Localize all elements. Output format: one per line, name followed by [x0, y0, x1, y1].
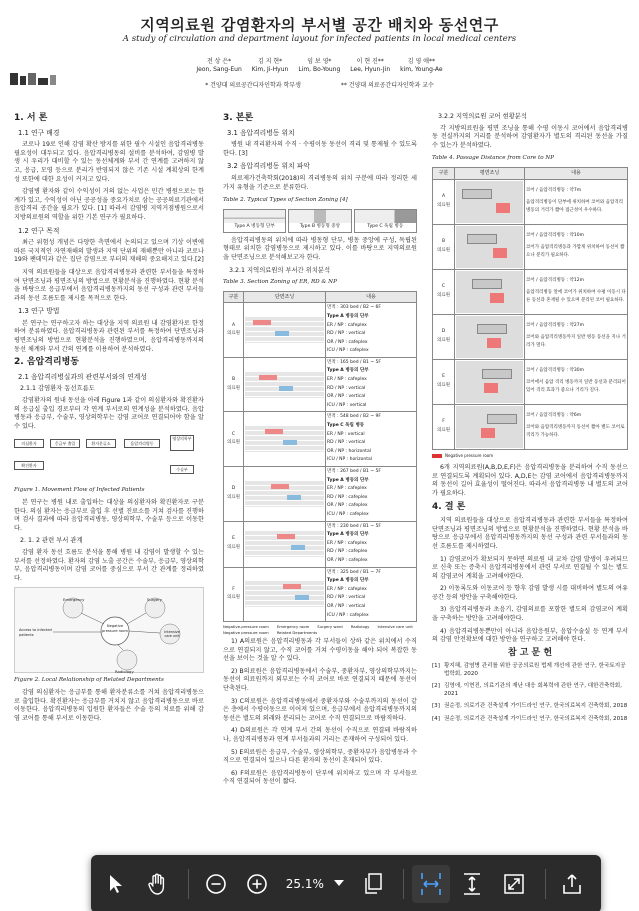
zoning-drawing — [245, 372, 324, 398]
toolbar-divider — [403, 869, 404, 899]
reference-item: [2] 김영애, 이현진, 의료기관의 재난 대응 회복력에 관한 연구, 대한건축학회, 2021 — [432, 683, 622, 697]
zoom-level[interactable]: 25.1% — [285, 877, 324, 891]
zoom-in-button[interactable] — [238, 865, 275, 903]
fit-page-button[interactable] — [454, 865, 491, 903]
paragraph: 4) 음압격리병동뿐만이 아니라 음압응원부, 음압수술실 등 연계 부서의 감염 안전확보에 대한 방안을 연구하고 고려해야 한다. — [432, 627, 628, 644]
column-3 — [432, 110, 628, 880]
zoning-drawing — [245, 481, 324, 507]
reference-item: [4] 권순정, 의료기관 건축설계 가이드라인 연구, 한국의료복지 건축학회, 2018 — [432, 715, 628, 722]
zoning-drawing — [245, 317, 324, 343]
paragraph: 음압격리병동의 위치에 따라 병동형 단부, 병동 중앙에 구성, 독립된 형태로 위치한 감염병동으로 제시하고 있다. 이를 바탕으로 지역의료원을 단면조닝으로 분석해보고자 한다. — [223, 236, 417, 261]
section-zoning-drawing — [244, 467, 326, 522]
table-row — [433, 404, 628, 449]
subsection-heading: 1.3 연구 방법 — [18, 307, 60, 316]
plan-zoning-drawing — [455, 359, 525, 404]
row-label: C 의료원 — [224, 412, 244, 467]
pointer-tool-button[interactable] — [97, 865, 134, 903]
section-zoning-drawing — [244, 357, 326, 412]
paragraph: 6개 지역의료원(A,B,D,E,F)은 음압격리병동을 분리하여 수직 동선으로 연결되도록 계획되어 있다. A,D,E는 감염 코어에서 음압격리병동까지의 동선이 길어 효율성이 떨어진다. 따라서 음압격리병동 내 별도의 코어가 필요하다. — [432, 464, 628, 497]
paragraph: 1) 감염코어가 확보되지 못하면 의료원 내 교차 감염 발생이 우려되므로 신축 또는 증축시 음압격리병동에서 관련 부서로 연결될 수 있는 별도의 감염코어 계획을 고려해야한다. — [432, 555, 628, 580]
subsubsection-heading: 2.1.1 감염환자 동선흐름도 — [20, 385, 95, 393]
paragraph: 2) B의료원은 음압격리병동에서 수술부, 중환자부, 영상의학부까지는 동선이 의료원까지 외부로는 수직 코어로 바로 연결되지 때문에 동선이 단축된다. — [223, 667, 417, 693]
fullscreen-button[interactable] — [495, 865, 532, 903]
diagram-label: Emergency — [63, 597, 85, 603]
subsection-heading: 2.1 음압격리병실과의 관련부서와의 연계성 — [18, 372, 147, 381]
table-row — [433, 224, 628, 269]
zoom-in-icon — [246, 873, 268, 895]
paragraph: 감염 의심환자는 응급부를 통해 환자분류소를 거쳐 음압격리병동으로 출입한다. 확진환자는 응급부를 거치지 않고 음압격리병동으로 바로 이동한다. 음압격리병동의 입원한 환자들은 수술 등의 치료를 위해 감염 코어를 통해 부서로 이동한다. — [14, 688, 204, 722]
section-heading: 4. 결 론 — [432, 501, 466, 512]
flow-box: 수술부 — [170, 465, 194, 474]
paragraph: 각 지방의료원을 평면 조닝을 통해 수평 이동시 코어에서 음압격리병동 전실까지의 거리를 분석하여 감염환자가 별도의 격리된 동선을 가질 수 있는가 분석하였다. — [432, 124, 628, 149]
paragraph: 본 연구는 병원 내로 출입하는 대상을 의심환자와 확진환자로 구분한다. 의심 환자는 응급부로 출입 후 선별 진료소를 거쳐 검사를 진행하며 검사 결과에 따라 음압격리병동, 영상의학부, 수술부 등으로 이동한다. — [14, 499, 204, 532]
diagram-label: Negative pressure room — [102, 624, 128, 633]
flow-box: 응급부 출입 — [50, 439, 80, 448]
table-caption: Table 3. Section Zoning of ER, RD & NP — [223, 279, 337, 286]
paragraph: 2) 이동록도와 이동코어 등 향후 감염 발생 시를 대비하여 별도의 여유공간 등의 방안을 구축해야한다. — [432, 585, 628, 601]
author: 전 상 은* Jeon, Sang-Eun — [196, 58, 242, 73]
row-content: 코어 / 음압격리병동 : 약7m 음압격리병동이 단부에 위치하여 코어와 음압격리병동의 거리가 짧아 접근성이 우수하다. — [525, 179, 628, 224]
floor-plan-drawing — [456, 361, 523, 403]
paragraph: 최근 위험성 개념은 다양한 측면에서 논의되고 있으며 기상 이변에 따른 국지적인 자연재해의 발생과 지역 단위의 재해뿐만 아니라 코로나 19와 팬데믹과 같은 집단 감염으로 부터의 재해의 중요해지고 있다.[2] — [14, 239, 204, 264]
subsection-heading: 3.2 음압격리병동 위치 파악 — [227, 162, 310, 171]
table-row — [433, 179, 628, 224]
figure-caption: Figure 1. Movement Flow of Infected Patients — [14, 487, 145, 494]
row-content: 면적 : 165 bed / B1 ~ 5F Type A 병동의 단부 ER / NP : cafeplex RD / NP : vertical OR / NP : vertical ICU / NP : vertical — [326, 357, 417, 412]
section-heading: 1. 서 론 — [14, 113, 48, 123]
copy-icon — [363, 873, 383, 895]
diagram-label: Access to infected patients — [19, 628, 52, 637]
row-label: A 의료원 — [433, 179, 455, 224]
references-heading: 참 고 문 헌 — [507, 647, 553, 658]
fit-width-button[interactable] — [412, 865, 449, 903]
zoom-out-button[interactable] — [197, 865, 234, 903]
subsection-heading: 3.1 음압격리병동 위치 — [227, 128, 295, 137]
reference-item: [1] 황지혜, 감염병 관리를 위한 공공의료원 법제 개선에 관한 연구, 한국토지공법학회, 2020 — [432, 663, 626, 677]
zoning-drawing — [245, 426, 324, 452]
paragraph: 3) 음압격리병동과 초음기, 감염의료를 포함한 별도의 감염코어 계획을 구축하는 방안을 고려해야한다. — [432, 606, 628, 623]
row-content: 면적 : 267 bed / B1 ~ 5F Type A 병동의 단부 ER / NP : cafeplex RD / NP : cafeplex OR / NP : cafeplex ICU / NP : cafeplex — [326, 467, 417, 522]
paragraph: 지역 의료원들을 대상으로 음압격리병동과 관련한 부서들을 특정하여 단면조닝과 평면조닝의 방법으로 현황분석을 진행하였다. 현황 분석을 바탕으로 응급부에서 음압격리병동까지의 동선 구성과 관련 부서들과의 동선 흐름도를 제시를 목적으로 한다. — [14, 268, 204, 302]
row-label: D 의료원 — [433, 314, 455, 359]
row-content: 코어 / 음압격리병동 : 약27m 코어와 음압격리병동까지 일반 병동 동선을 지나 거리가 멀다. — [525, 314, 628, 359]
section-zoning-drawing — [244, 412, 326, 467]
diagram-label: Surgery — [147, 597, 162, 603]
row-content: 코어 / 음압격리병동 : 약10m 코어가 음압격리병동과 가깝게 위치하여 동선이 짧으나 분리가 필요하다. — [525, 224, 628, 269]
paragraph: 3) C의료원은 음압격리병동에서 중환자부와 수술부까지의 동선이 같은 층에서 수평이동으로 이어져 있으며, 응급부에서 음압격리병동까지의 동선은 별도의 외래와 분리되는 코어로 수직 연결되므로 바람직하다. — [223, 697, 417, 722]
author: 김 지 현* Kim, Ji-Hyun — [251, 58, 289, 73]
pdf-viewer-toolbar — [91, 855, 601, 911]
row-label: C 의료원 — [433, 269, 455, 314]
author: 이 현 진** Lee, Hyun-Jin — [350, 58, 391, 73]
chevron-down-icon — [334, 880, 344, 887]
fullscreen-icon — [504, 874, 524, 894]
fit-width-icon — [420, 872, 442, 896]
paragraph: 본 연구는 연구하고자 하는 대상을 지역 의료원 내 감염환자로 한정하여 분류하였다. 음압격리병동과 관련된 부서를 특정하여 단면조닝과 평면조닝의 방법으로 현황분석을 진행하였으며, 음압격리병동까지의 동선 체계와 부서 간의 연계를 이용하여 분석하였다. — [14, 319, 204, 353]
plan-zoning-drawing — [455, 314, 525, 359]
table-row — [224, 567, 417, 622]
section-zoning-drawing — [244, 521, 326, 567]
row-label: A 의료원 — [224, 303, 244, 358]
row-content: 코어 / 음압격리병동 : 약6m 코어와 음압격리병동까지 동선이 짧아 별도 코어로 격리가 가능하다. — [525, 404, 628, 449]
author: 임 보 영* Lim, Bo-Young — [298, 58, 341, 73]
flow-box: 음압격리병동 — [124, 439, 160, 448]
table-caption: Table 2. Typical Types of Section Zoning [4] — [223, 197, 348, 204]
hand-icon — [147, 873, 167, 895]
row-content: 면적 : 303 bed / B2 ~ 6F Type A 병동의 단부 ER / NP : cafeplex RD / NP : vertical OR / NP : cafeplex ICU / NP : cafeplex — [326, 303, 417, 358]
row-label: E 의료원 — [433, 359, 455, 404]
table-row — [224, 303, 417, 358]
paragraph: 지역 의료원들을 대상으로 음압격리병동과 관련한 부서들을 특정하여 단면조닝과 평면조닝의 방법으로 현황분석을 진행하였다. 현황 분석을 바탕으로 응급부에서 음압격리병동까지의 동선 구성과 관련 부서들과의 동선 흐름도를 제시하였다. — [432, 517, 628, 550]
copy-button[interactable] — [354, 865, 391, 903]
row-content: 면적 : 325 bed / B1 ~ 7F Type A 병동의 단부 ER / NP : cafeplex RD / NP : vertical OR / NP : vertical ICU / NP : cafeplex — [326, 567, 417, 622]
flow-box: 영상의학부 — [170, 435, 194, 451]
zoning-drawing — [245, 531, 324, 557]
affiliation: * 건양대 의료공간디자인학과 학부생 — [205, 82, 301, 89]
section-zoning-drawing — [244, 567, 326, 622]
table-legend: Negative-pressure room Emergency room Surgery ward Radiology Intensive care unit Negative pressure room Related Departments — [223, 624, 413, 636]
reference-list — [432, 663, 628, 723]
flow-box: 환자분류소 — [86, 439, 116, 448]
diagram-label: Radiology — [115, 669, 134, 675]
passage-distance-table: 구분 평면조닝 내용 A 의료원 코어 / 음압격리병동 : 약7m 음압격리병동이 단부에 위치하여 코어와 음압격리병동의 거리가 짧아 접근성이 우수하다. B 의료원 코어 / 음압격리병동 : 약10m 코어가 음압격리병동과 가깝게 위치하여 동선이 짧으나 분리가 필요하다. C 의료원 코어 / 음압격리병동 : 약12m 음압격리병동 앞에 코어가 위치하여 수평 이동시 다른 동선과 혼재될 수 있으며 분리된 코어 필요하다. D 의료원 코어 / 음압격리병동 : 약27m 코어와 음압격리병동까지 일반 병동 동선을 지나 거리가 멀다. E 의료원 코어 / 음압격리병동 : 약30m 코어에서 음압 격리 병동까지 일반 동선과 분리되어 있어 격리 효과가 좋으나 거리가 길다. F 의료원 코어 / 음압격리병동 : 약6m 코어와 음압격리병동까지 동선이 짧아 별도 코어로 격리가 가능하다. — [432, 167, 628, 450]
row-content: 코어 / 음압격리병동 : 약12m 음압격리병동 앞에 코어가 위치하여 수평 이동시 다른 동선과 혼재될 수 있으며 분리된 코어 필요하다. — [525, 269, 628, 314]
floor-plan-drawing — [456, 406, 523, 448]
paragraph: 코로나 19로 인해 감염 확산 방지를 위한 필수 시설인 음압격리병동 필요성이 대두되고 있다. 음압격리병동의 설비를 분석하여, 감염병 발생 시 우리가 대비할 수 있는 동선체계와 부서 간 연계를 고려하지 않고, 응급, 모영 등으로 분리가 반영되지 않은 기존 시설 계획상의 한계성 또한에 대한 요성이 커지고 있다. — [14, 141, 204, 183]
row-label: D 의료원 — [224, 467, 244, 522]
table-row — [224, 467, 417, 522]
column-2 — [223, 110, 417, 880]
table-legend: Negative pressure room — [432, 452, 628, 461]
diagram-label: Intensive care unit — [164, 630, 180, 639]
paragraph: 1) A의료원은 음압격리병동과 각 부서들이 상하 같은 위치에서 수직으로 연결되지 않고, 수직 코어를 거쳐 수평이동을 해야 되어 복잡한 동선을 보이는 것을 알 수 있다. — [223, 638, 417, 663]
floor-plan-drawing — [456, 181, 523, 223]
row-label: F 의료원 — [433, 404, 455, 449]
table-row — [433, 269, 628, 314]
figure-1-flow-diagram — [14, 435, 204, 483]
share-button[interactable] — [554, 865, 591, 903]
table-row — [224, 521, 417, 567]
table-row — [224, 357, 417, 412]
row-content: 면적 : 230 bed / B1 ~ 5F Type A 병동의 단부 ER / NP : cafeplex RD / NP : cafeplex OR / NP : cafeplex — [326, 521, 417, 567]
paragraph: 6) F의료원은 음압격리병동이 단부에 위치하고 있으며 각 부서들로 수직 연결되어 동선이 짧다. — [223, 769, 417, 786]
author-list — [0, 58, 639, 74]
plan-zoning-drawing — [455, 224, 525, 269]
row-content: 코어 / 음압격리병동 : 약30m 코어에서 음압 격리 병동까지 일반 동선과 분리되어 있어 격리 효과가 좋으나 거리가 길다. — [525, 359, 628, 404]
section-heading: 2. 음압격리병동 — [14, 357, 79, 368]
type-b-diagram: Type B 병동형 중앙 — [288, 209, 351, 233]
type-a-diagram: Type A 병동형 단부 — [223, 209, 286, 233]
hand-tool-button[interactable] — [138, 865, 175, 903]
fit-page-icon — [462, 873, 482, 895]
paragraph: 병원 내 격리환자의 수직 · 수평이동 동선이 격리 및 통제될 수 있도록 한다. [3] — [223, 141, 417, 157]
floor-plan-drawing — [456, 271, 523, 313]
paragraph: 의료제가건축학회(2018)의 격리병동의 위치 구분에 따라 정리한 세 가지 유형을 기준으로 분류한다. — [223, 174, 417, 191]
row-label: B 의료원 — [433, 224, 455, 269]
reference-item: [3] 권순정, 의료기관 건축설계 가이드라인 연구, 한국의료복지 건축학회, 2018 — [432, 703, 628, 710]
table-row — [433, 314, 628, 359]
subsection-heading: 1.1 연구 배경 — [18, 128, 60, 137]
floor-plan-drawing — [456, 226, 523, 268]
affiliations — [0, 80, 639, 89]
section-zoning-types — [223, 209, 417, 233]
zoom-dropdown-button[interactable] — [334, 879, 344, 890]
table-row — [224, 412, 417, 467]
paragraph: 감염병 환자와 같이 수익성이 거의 없는 사업은 민간 병원으로는 한계가 있고, 수익성이 아닌 공공성을 중요가치로 삼는 공공의료기관에서 음압격리 공간을 필요가 있다. [1] 따라서 감염병 지역거점병원으로서 지방의료원의 역할을 위한 기본 연구가 필요하다. — [14, 188, 204, 221]
flow-box: 의심환자 — [14, 439, 44, 448]
flow-box: 확진환자 — [14, 461, 44, 470]
figure-2-relationship-diagram — [14, 587, 204, 673]
subsubsection-heading: 2. 1. 2 관련 부서 관계 — [20, 537, 83, 545]
floor-plan-drawing — [456, 316, 523, 358]
pointer-icon — [107, 874, 125, 894]
section-zoning-drawing — [244, 303, 326, 358]
figure-caption: Figure 2. Local Relationship of Related Departments — [14, 677, 164, 684]
row-label: E 의료원 — [224, 521, 244, 567]
paragraph: 5) E의료원은 응급부, 수술부, 영상의학부, 중환자부가 음압병동과 수직으로 연결되어 있으나 다른 환자의 동선이 혼재되어 있다. — [223, 748, 417, 765]
row-label: F 의료원 — [224, 567, 244, 622]
section-heading: 3. 본론 — [223, 113, 254, 123]
section-zoning-table: 구분 단면조닝 내용 A 의료원 면적 : 303 bed / B2 ~ 6F Type A 병동의 단부 ER / NP : cafeplex RD / NP : vertical OR / NP : cafeplex ICU / NP : cafeplex B 의료원 면적 : 165 bed / B1 ~ 5F Type A 병동의 단부 ER / NP : cafeplex RD / NP : vertical OR / NP : vertical ICU / NP : vertical C 의료원 면적 : 548 bed / B2 ~ 9F Type C 독립 병동 ER / NP : vertical RD / NP : vertical OR / NP : horizontal ICU / NP : horizontal D 의료원 면적 : 267 bed / B1 ~ 5F Type A 병동의 단부 ER / NP : cafeplex RD / NP : cafeplex OR / NP : cafeplex ICU / NP : cafeplex E 의료원 면적 : 230 bed / B1 ~ 5F Type A 병동의 단부 ER / NP : cafeplex RD / NP : cafeplex OR / NP : cafeplex F 의료원 면적 : 325 bed / B1 ~ 7F Type A 병동의 단부 ER / NP : cafeplex RD / NP : vertical OR / NP : vertical ICU / NP : cafeplex — [223, 291, 417, 622]
plan-zoning-drawing — [455, 404, 525, 449]
affiliation: ** 건양대 의료공간디자인학과 교수 — [340, 82, 434, 89]
share-icon — [561, 873, 583, 895]
row-content: 면적 : 548 bed / B2 ~ 9F Type C 독립 병동 ER / NP : vertical RD / NP : vertical OR / NP : horizontal ICU / NP : horizontal — [326, 412, 417, 467]
paragraph: 4) D의료원은 각 연계 부서 간의 동선이 수직으로 연결돼 바람직하나, 음압격리병동과 연계 부서들과의 거리는 존재하여 구성되어 있다. — [223, 727, 417, 744]
toolbar-divider — [545, 869, 546, 899]
subsection-heading: 1.2 연구 목적 — [18, 226, 60, 235]
subsubsection-heading: 3.2.2 지역의료원 코어 현황분석 — [438, 113, 527, 120]
table-caption: Table 4. Passage Distance from Core to NP — [432, 155, 555, 162]
paragraph: 감염환자의 원내 동선을 아래 Figure 1과 같이 의심환자와 확진환자의 응급실 출입 경로부터 각 연계 부서로의 연계성을 분석하였다. 음압병동과 응급부, 수술부, 영상의학부는 감염 코어로 연결되어야 함을 알 수 있다. — [14, 397, 204, 430]
zoom-out-icon — [205, 873, 227, 895]
table-row — [433, 359, 628, 404]
zoning-drawing — [245, 581, 324, 607]
type-c-diagram: Type C 독립 병동 — [354, 209, 417, 233]
toolbar-divider — [188, 869, 189, 899]
plan-zoning-drawing — [455, 179, 525, 224]
paper-subtitle: A study of circulation and department layout for infected patients in local medical centers — [122, 34, 517, 44]
plan-zoning-drawing — [455, 269, 525, 314]
subsubsection-heading: 3.2.1 지역의료원의 부서간 위치분석 — [229, 266, 331, 274]
column-1 — [14, 110, 204, 880]
paragraph: 감염 환자 동선 흐름도 분석을 통해 병원 내 감염이 발생할 수 있는 부서를 선정하였다. 환자의 감염 노출 공간은 수술부, 응급부, 영상의학부, 음압격리병동이며 감염 코어를 중심으로 부서 간 관계를 정리하였다. — [14, 548, 204, 582]
paper-title: 지역의료원 감염환자의 부서별 공간 배치와 동선연구 — [140, 16, 499, 34]
author: 김 영 애** kim, Young-Ae — [400, 58, 443, 73]
row-label: B 의료원 — [224, 357, 244, 412]
